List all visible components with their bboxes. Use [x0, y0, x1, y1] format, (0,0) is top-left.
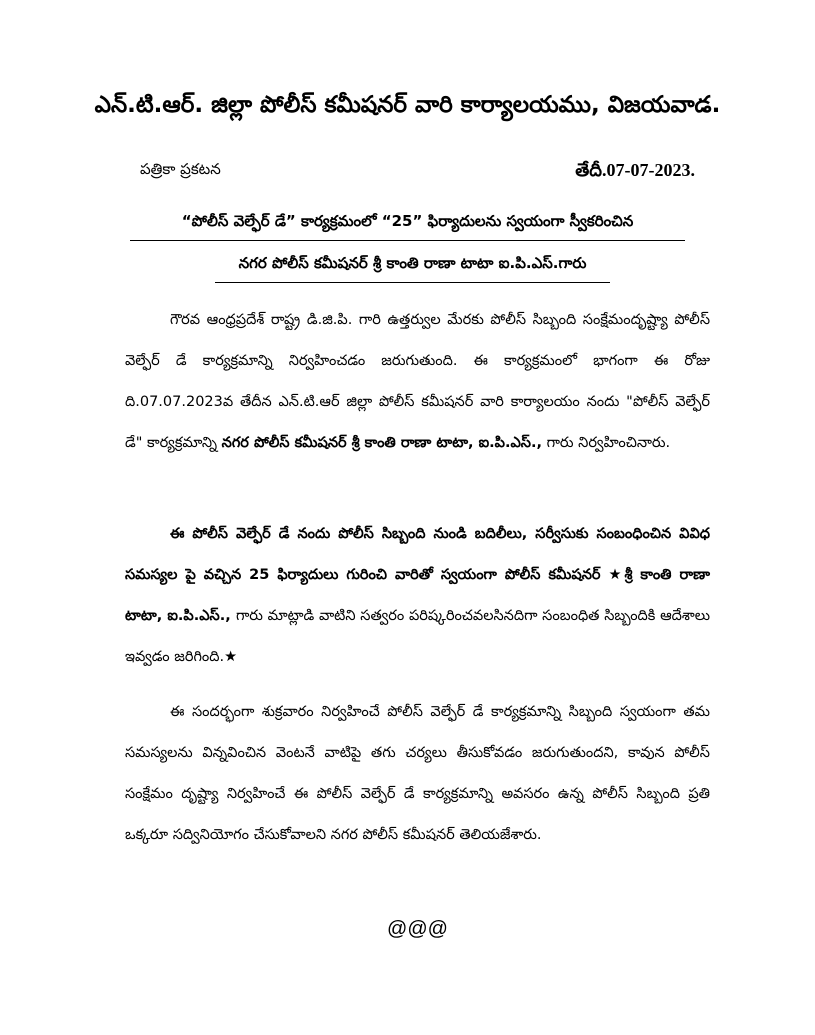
- release-date: తేదీ.07-07-2023.: [575, 160, 695, 180]
- paragraph-1-text: గౌరవ ఆంధ్రప్రదేశ్ రాష్ట్ర డి.జి.పి. గారి ఉత్తర్వుల మేరకు పోలీస్ సిబ్బంది సంక్షేమందృష్ట్యా పోలీస్ వెల్ఫేర్ డే కార్యక్రమాన్ని నిర్వహించడం జరుగుతుంది. ఈ కార్యక్రమంలో భాగంగా ఈ రోజు ది.07.07.2023వ తేదీన ఎన్.టి.ఆర్ జిల్లా పోలీస్ కమీషనర్ వారి కార్యాలయం నందు "పోలీస్ వెల్ఫేర్ డే" కార్యక్రమాన్ని: [125, 312, 710, 451]
- headline-line-2: నగర పోలీస్ కమీషనర్ శ్రీ కాంతి రాణా టాటా ఐ.పి.ఎస్.గారు: [215, 254, 610, 283]
- paragraph-2-bold-text: ఈ పోలీస్ వెల్ఫేర్ డే నందు పోలీస్ సిబ్బంది నుండి బదిలీలు, సర్వీసుకు సంబంధించిన వివిధ సమస్యల పై వచ్చిన 25 ఫిర్యాదులు గురించి వారితో స్వయంగా పోలీస్ కమీషనర్ ★శ్రీ కాంతి రాణా టాటా, ఐ.పి.ఎస్.,: [125, 526, 710, 624]
- paragraph-2: [125, 514, 710, 678]
- headline-line-1: “పోలీస్ వెల్ఫేర్ డే” కార్యక్రమంలో “25” ఫిర్యాదులను స్వయంగా స్వీకరించిన: [130, 212, 685, 241]
- paragraph-3: [125, 692, 710, 856]
- paragraph-1: [125, 300, 710, 464]
- office-title: ఎన్.టి.ఆర్. జిల్లా పోలీస్ కమీషనర్ వారి కార్యాలయము, విజయవాడ.: [94, 92, 721, 118]
- paragraph-1-ending: గారు నిర్వహించినారు.: [546, 435, 671, 451]
- paragraph-3-text: ఈ సందర్భంగా శుక్రవారం నిర్వహించే పోలీస్ వెల్ఫేర్ డే కార్యక్రమాన్ని సిబ్బంది స్వయంగా తమ సమస్యలను విన్నవించిన వెంటనే వాటిపై తగు చర్యలు తీసుకోవడం జరుగుతుందని, కావున పోలీస్ సంక్షేమం దృష్ట్యా నిర్వహించే ఈ పోలీస్ వెల్ఫేర్ డే కార్యక్రమాన్ని అవసరం ఉన్న పోలీస్ సిబ్బంది ప్రతి ఒక్కరూ సద్వినియోగం చేసుకోవాలని నగర పోలీస్ కమీషనర్ తెలియజేశారు.: [125, 704, 710, 843]
- end-mark: @@@: [387, 918, 448, 940]
- paragraph-2-text: గారు మాట్లాడి వాటిని సత్వరం పరిష్కరించవలసినదిగా సంబంధిత సిబ్బందికి ఆదేశాలు ఇవ్వడం జరిగింది.★: [125, 608, 710, 665]
- press-release-label: పత్రికా ప్రకటన: [140, 160, 221, 178]
- commissioner-name: నగర పోలీస్ కమీషనర్ శ్రీ కాంతి రాణా టాటా, ఐ.పి.ఎస్.,: [221, 435, 542, 451]
